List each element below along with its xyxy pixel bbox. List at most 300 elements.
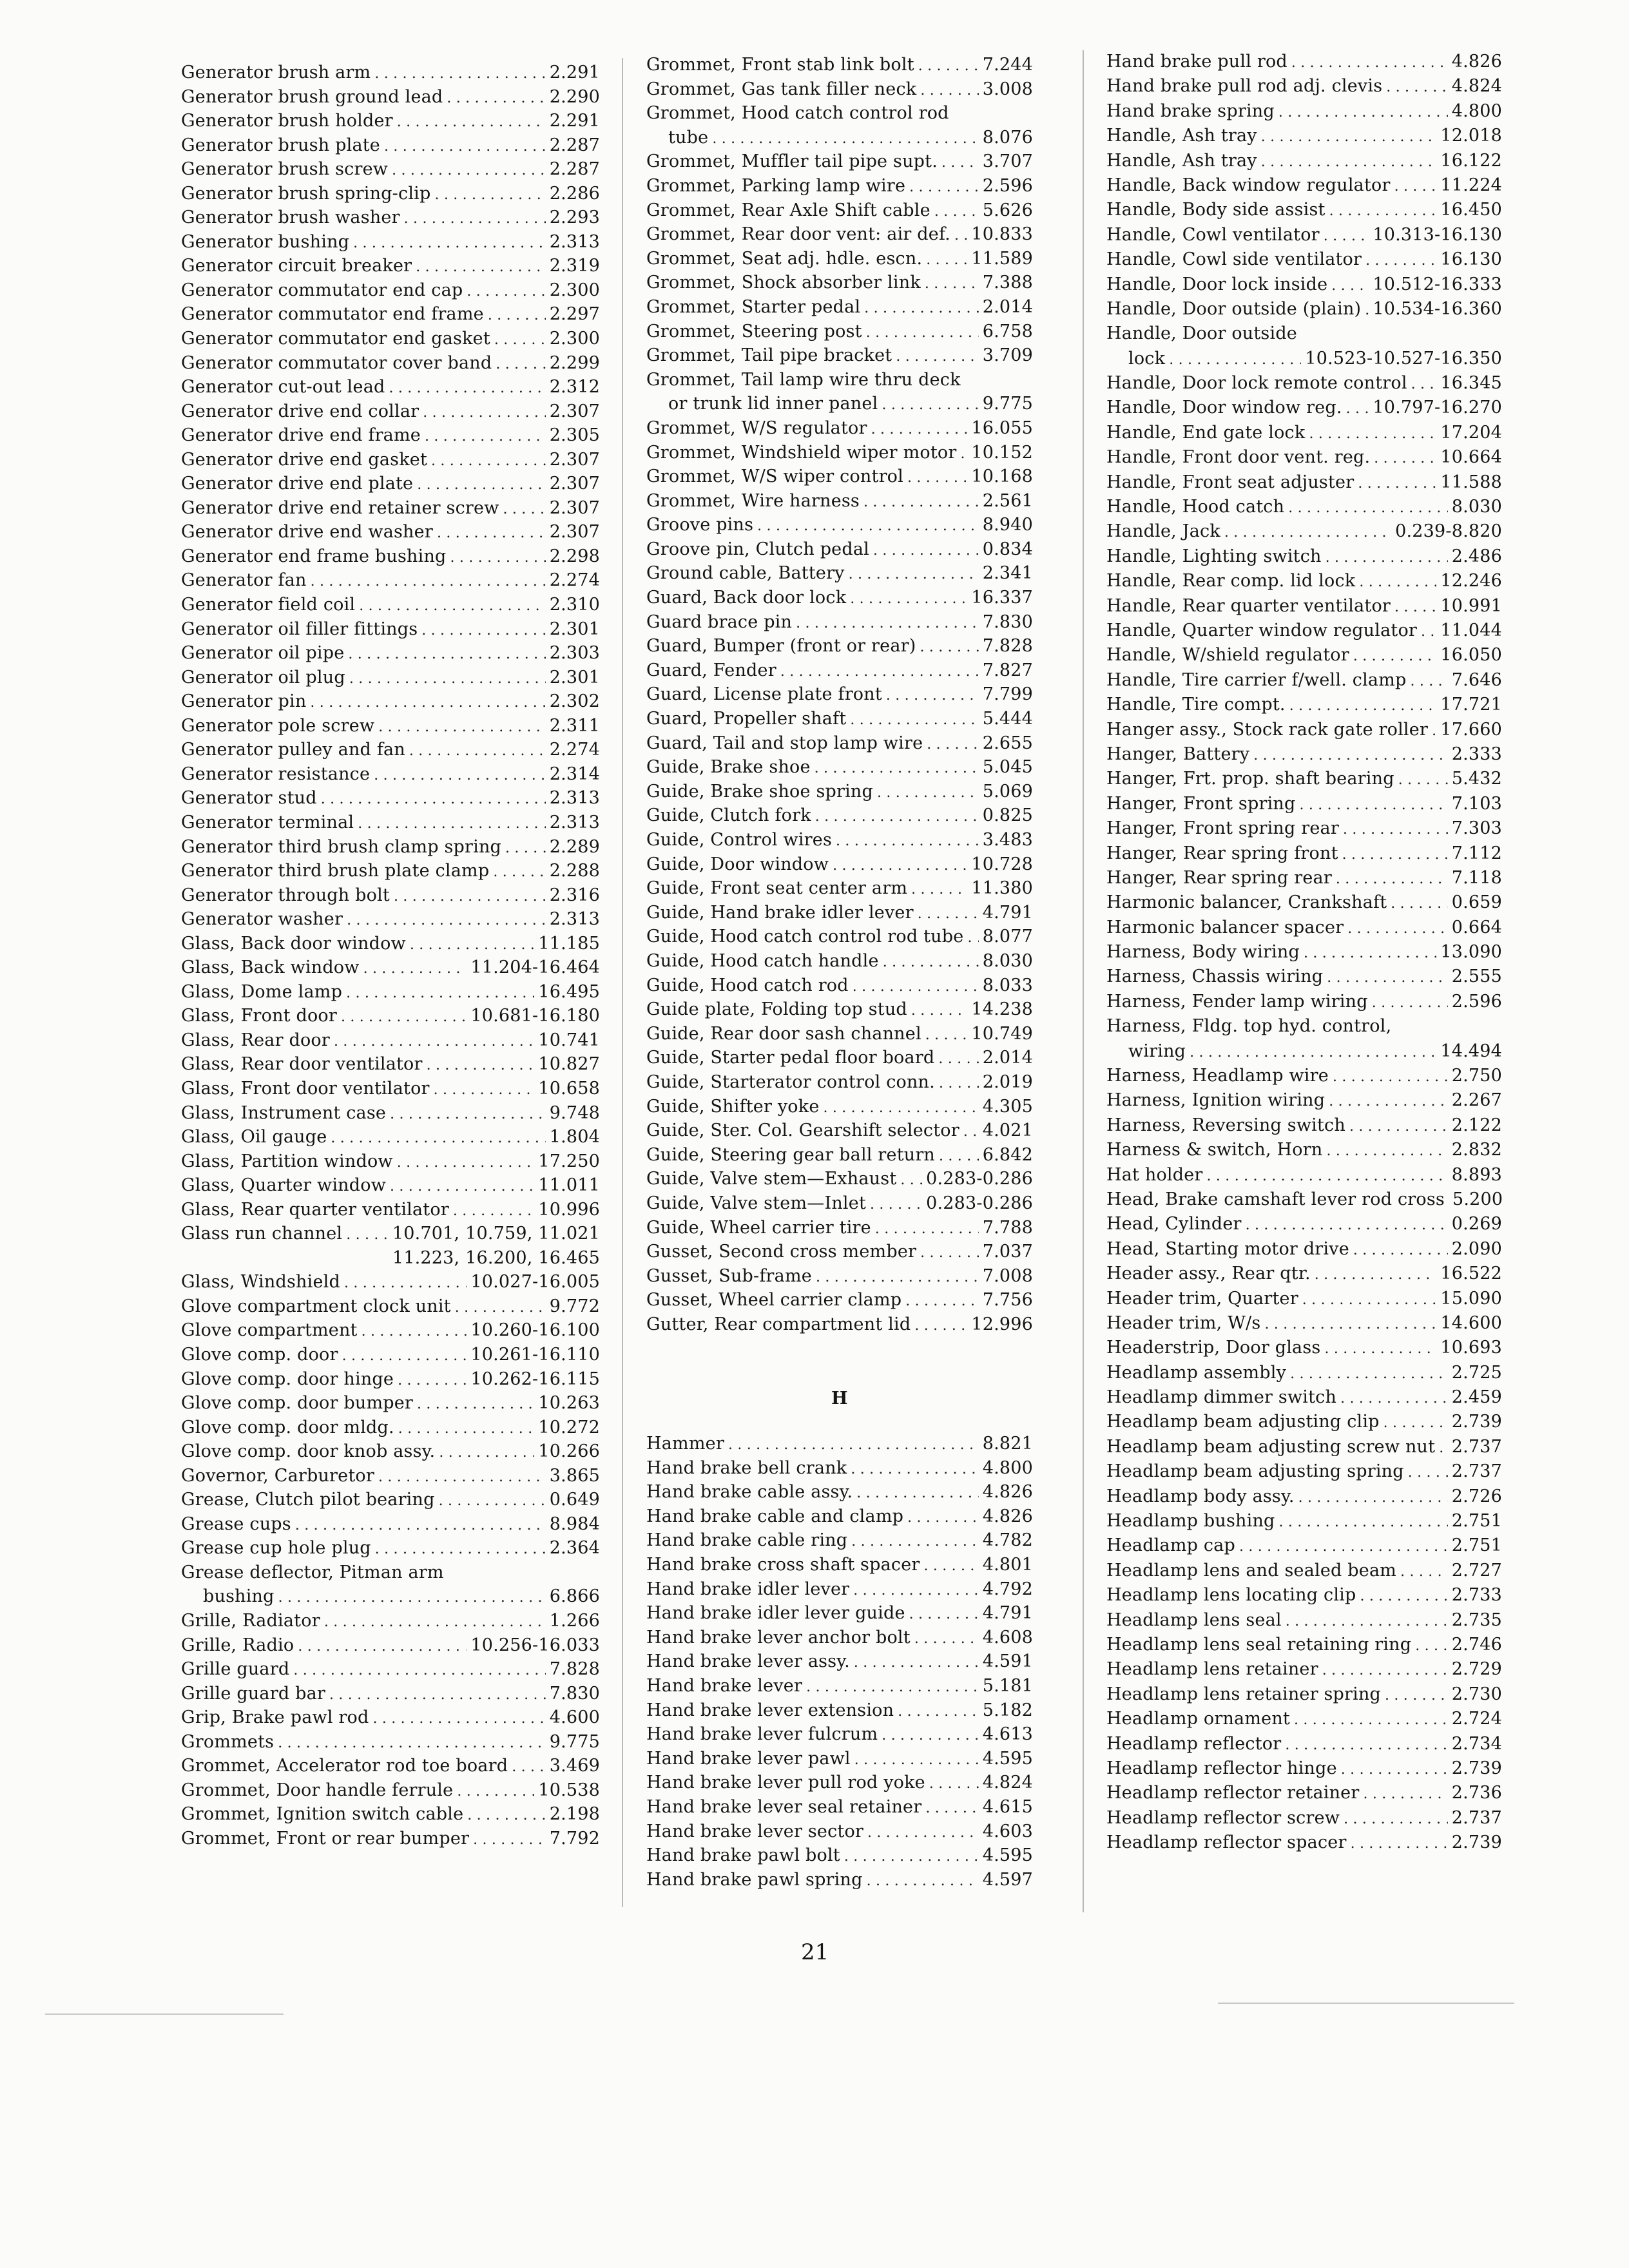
dot-leader — [293, 1658, 545, 1683]
entry-page-ref: 10.313-16.130 — [1373, 224, 1502, 245]
entry-page-ref: 16.495 — [538, 981, 600, 1002]
entry-page-ref: 5.626 — [982, 200, 1033, 220]
entry-page-ref: 0.283-0.286 — [926, 1193, 1033, 1213]
entry-page-ref: 10.523-10.527-16.350 — [1305, 348, 1502, 369]
entry-page-ref: 8.030 — [982, 950, 1033, 971]
entry-name: Generator oil pipe — [181, 643, 345, 664]
entry-page-ref: 16.055 — [971, 418, 1033, 438]
index-entry — [181, 1222, 600, 1246]
entry-page-ref: 14.238 — [971, 999, 1033, 1020]
index-entry — [1106, 1014, 1502, 1039]
entry-page-ref: 4.791 — [982, 902, 1033, 923]
entry-page-ref: 14.494 — [1440, 1041, 1502, 1061]
index-entry — [1106, 594, 1502, 619]
entry-page-ref: 9.775 — [982, 394, 1033, 414]
entry-page-ref: 10.693 — [1440, 1338, 1502, 1358]
dot-leader — [1246, 1213, 1448, 1238]
dot-leader — [1329, 199, 1437, 224]
entry-page-ref: 2.290 — [549, 86, 600, 107]
dot-leader — [384, 135, 546, 159]
dot-leader — [853, 975, 979, 999]
dot-leader — [911, 999, 967, 1023]
entry-name: Grease deflector, Pitman arm — [181, 1562, 444, 1582]
dot-leader — [882, 393, 978, 418]
dot-leader — [1324, 224, 1369, 249]
entry-page-ref: 16.450 — [1440, 200, 1502, 220]
dot-leader — [1207, 1164, 1448, 1189]
index-entry — [1106, 1633, 1502, 1657]
index-entry — [181, 1609, 600, 1633]
dot-leader — [494, 328, 546, 352]
entry-page-ref: 12.018 — [1440, 126, 1502, 146]
entry-name: Hand brake cable ring — [646, 1530, 848, 1551]
entry-name: Grommet, Front stab link bolt — [646, 55, 914, 75]
entry-name: Hand brake lever pawl — [646, 1748, 851, 1769]
dot-leader — [431, 449, 546, 474]
index-entry — [181, 1052, 600, 1077]
index-entry — [646, 755, 1033, 780]
index-entry — [1106, 347, 1502, 371]
dot-leader — [457, 1780, 534, 1804]
index-entry — [646, 1553, 1033, 1577]
entry-page-ref: 10.534-16.360 — [1373, 298, 1502, 319]
column-divider-1 — [622, 58, 623, 1907]
entry-page-ref: 14.600 — [1440, 1312, 1502, 1333]
entry-page-ref: 10.797-16.270 — [1373, 398, 1502, 418]
entry-name: Grease cup hole plug — [181, 1538, 371, 1559]
index-entry — [181, 1730, 600, 1754]
entry-page-ref: 7.244 — [982, 55, 1033, 75]
dot-leader — [1359, 570, 1436, 595]
entry-name: Guide, Hood catch handle — [646, 950, 879, 971]
index-entry — [181, 1706, 600, 1730]
entry-page-ref: 2.739 — [1451, 1412, 1502, 1432]
index-entry — [181, 1778, 600, 1803]
entry-name: Governor, Carburetor — [181, 1465, 374, 1486]
dot-leader — [344, 1271, 467, 1296]
column-divider-2 — [1083, 50, 1084, 1912]
entry-page-ref: 2.301 — [549, 667, 600, 687]
index-entry — [646, 974, 1033, 998]
entry-name: Guard, Propeller shaft — [646, 709, 847, 729]
dot-leader — [836, 829, 979, 854]
entry-page-ref: 10.256-16.033 — [470, 1635, 600, 1655]
index-entry — [181, 617, 600, 642]
entry-name: Harness, Body wiring — [1106, 942, 1300, 963]
entry-page-ref: 0.834 — [982, 539, 1033, 559]
entry-page-ref: 2.734 — [1451, 1733, 1502, 1754]
index-entry — [181, 1125, 600, 1149]
index-entry — [646, 295, 1033, 320]
entry-page-ref: 11.044 — [1440, 620, 1502, 640]
index-entry — [1106, 1682, 1502, 1707]
index-entry — [181, 1077, 600, 1101]
entry-name: Generator oil plug — [181, 667, 345, 687]
index-entry — [1106, 1608, 1502, 1633]
entry-page-ref: 2.310 — [549, 595, 600, 615]
entry-name: Handle, Door outside (plain) — [1106, 298, 1362, 319]
index-entry — [646, 1143, 1033, 1168]
dot-leader — [920, 79, 978, 103]
index-column-2 — [646, 53, 1033, 1336]
index-entry — [1106, 916, 1502, 940]
entry-name: Grommet, Starter pedal — [646, 296, 861, 317]
entry-page-ref: 5.045 — [982, 757, 1033, 778]
entry-name: Headlamp reflector screw — [1106, 1807, 1340, 1828]
index-entry — [1106, 1831, 1502, 1855]
entry-page-ref: 2.736 — [1451, 1783, 1502, 1803]
entry-page-ref: 2.298 — [549, 546, 600, 566]
entry-page-ref: 2.726 — [1451, 1486, 1502, 1506]
entry-name: Hand brake pawl spring — [646, 1869, 863, 1890]
entry-page-ref: 1.804 — [549, 1127, 600, 1148]
entry-page-ref: 13.090 — [1440, 942, 1502, 963]
entry-page-ref: 4.305 — [982, 1096, 1033, 1117]
dot-leader — [1415, 1634, 1447, 1658]
entry-name: Generator fan — [181, 570, 307, 591]
index-entry — [181, 666, 600, 690]
dot-leader — [342, 1344, 467, 1369]
entry-name: Harmonic balancer, Crankshaft — [1106, 892, 1387, 913]
index-entry — [181, 448, 600, 472]
dot-leader — [1411, 372, 1437, 397]
index-entry — [646, 1528, 1033, 1553]
entry-page-ref: 11.589 — [971, 248, 1033, 269]
entry-page-ref: 2.300 — [549, 329, 600, 349]
index-entry — [181, 835, 600, 860]
dot-leader — [374, 764, 546, 788]
entry-name: Generator brush arm — [181, 62, 371, 82]
index-entry — [646, 1312, 1033, 1337]
index-entry — [646, 1167, 1033, 1191]
index-column-1 — [181, 61, 600, 1850]
index-entry — [1106, 841, 1502, 866]
entry-name: Handle, Tire compt. — [1106, 695, 1286, 715]
entry-page-ref: 2.561 — [982, 490, 1033, 511]
index-entry — [181, 1028, 600, 1053]
dot-leader — [918, 54, 979, 79]
dot-leader — [824, 1096, 979, 1120]
dot-leader — [929, 1772, 979, 1796]
index-entry — [1106, 1163, 1502, 1187]
dot-leader — [1386, 75, 1447, 100]
dot-leader — [1336, 867, 1448, 892]
index-entry — [1106, 495, 1502, 519]
dot-leader — [1325, 546, 1448, 570]
dot-leader — [925, 1023, 968, 1048]
dot-leader — [410, 933, 534, 957]
dot-leader — [882, 1724, 978, 1748]
index-entry — [646, 174, 1033, 198]
entry-page-ref: 0.825 — [982, 805, 1033, 826]
entry-name: Guide plate, Folding top stud — [646, 999, 907, 1020]
entry-name: Groove pin, Clutch pedal — [646, 539, 869, 559]
dot-leader — [867, 1821, 979, 1845]
entry-name: Generator third brush plate clamp — [181, 861, 490, 881]
index-entry — [646, 1504, 1033, 1529]
entry-name: Generator brush plate — [181, 135, 380, 155]
index-entry — [181, 544, 600, 569]
index-entry — [181, 1294, 600, 1319]
index-entry — [1106, 1732, 1502, 1756]
entry-name: Glass, Dome lamp — [181, 981, 343, 1002]
entry-page-ref: 7.788 — [982, 1217, 1033, 1238]
entry-page-ref: 5.181 — [982, 1675, 1033, 1696]
index-entry — [1106, 1361, 1502, 1385]
dot-leader — [816, 1265, 979, 1290]
index-entry — [181, 520, 600, 544]
index-entry — [1106, 1657, 1502, 1682]
entry-page-ref: 7.103 — [1451, 793, 1502, 814]
index-entry — [1106, 99, 1502, 124]
index-entry — [1106, 1756, 1502, 1781]
entry-name: Grease cups — [181, 1514, 291, 1534]
entry-name: Glass, Back door window — [181, 933, 406, 954]
index-entry — [1106, 742, 1502, 767]
entry-name: Hammer — [646, 1434, 724, 1454]
entry-page-ref: 0.649 — [549, 1490, 600, 1510]
entry-page-ref: 10.272 — [538, 1417, 600, 1437]
dot-leader — [886, 684, 979, 708]
entry-page-ref: 9.772 — [549, 1296, 600, 1316]
entry-page-ref: 3.709 — [982, 345, 1033, 366]
entry-name: Hand brake bell crank — [646, 1457, 847, 1478]
index-entry — [181, 1101, 600, 1126]
dot-leader — [488, 303, 546, 328]
entry-name: Generator terminal — [181, 812, 354, 832]
entry-page-ref: 10.266 — [538, 1441, 600, 1462]
index-entry — [1106, 1583, 1502, 1608]
entry-name: Grommet, Ignition switch cable — [181, 1804, 464, 1825]
entry-page-ref: 10.027-16.005 — [470, 1272, 600, 1293]
entry-page-ref: 6.758 — [982, 321, 1033, 341]
entry-name: Generator through bolt — [181, 885, 390, 905]
entry-page-ref: 2.303 — [549, 643, 600, 664]
index-entry — [181, 302, 600, 327]
entry-name: Grommets — [181, 1731, 275, 1752]
dot-leader — [877, 781, 979, 805]
index-entry — [1106, 1806, 1502, 1831]
entry-name: Glove compartment — [181, 1320, 358, 1341]
entry-page-ref: 2.267 — [1451, 1090, 1502, 1111]
entry-page-ref: 16.337 — [971, 588, 1033, 608]
index-entry — [1106, 124, 1502, 148]
entry-page-ref: 5.444 — [982, 709, 1033, 729]
entry-name: Generator end frame bushing — [181, 546, 447, 566]
entry-name: Generator pulley and fan — [181, 740, 405, 760]
dot-leader — [295, 1514, 546, 1538]
dot-leader — [409, 739, 546, 764]
entry-name: Head, Brake camshaft lever rod cross — [1106, 1189, 1445, 1209]
entry-name: Grommet, Door handle ferrule — [181, 1780, 454, 1800]
entry-page-ref: 4.615 — [982, 1796, 1033, 1817]
index-entry — [1106, 792, 1502, 816]
dot-leader — [849, 562, 979, 587]
index-entry — [646, 1119, 1033, 1143]
entry-page-ref: 11.588 — [1440, 472, 1502, 492]
entry-page-ref: 10.538 — [538, 1780, 600, 1800]
entry-page-ref: 2.299 — [549, 352, 600, 373]
entry-page-ref: 2.311 — [549, 715, 600, 736]
entry-name: Glass, Front door — [181, 1006, 337, 1026]
index-entry — [1106, 718, 1502, 742]
index-entry — [646, 997, 1033, 1022]
entry-page-ref: 17.250 — [538, 1151, 600, 1171]
entry-name: Generator brush ground lead — [181, 86, 443, 107]
entry-name: Glove comp. door knob assy. — [181, 1441, 436, 1462]
dot-leader — [425, 425, 546, 449]
entry-page-ref: 7.830 — [549, 1683, 600, 1704]
index-entry — [1106, 544, 1502, 569]
entry-page-ref: 2.341 — [982, 563, 1033, 584]
entry-name: Hand brake lever pull rod yoke — [646, 1773, 925, 1793]
dot-leader — [911, 878, 967, 902]
entry-page-ref: 8.940 — [982, 515, 1033, 535]
entry-name: Grille, Radiator — [181, 1611, 320, 1631]
index-entry — [181, 133, 600, 158]
dot-leader — [329, 1683, 546, 1707]
entry-page-ref: 10.701, 10.759, 11.021 — [392, 1224, 600, 1244]
index-entry — [181, 423, 600, 448]
dot-leader — [1304, 941, 1436, 966]
entry-page-ref: 12.246 — [1440, 571, 1502, 591]
index-entry — [646, 658, 1033, 683]
index-entry — [646, 53, 1033, 77]
entry-page-ref: 7.388 — [982, 273, 1033, 293]
entry-name: Generator drive end retainer screw — [181, 497, 499, 518]
dot-leader — [1279, 1510, 1448, 1535]
index-entry — [1106, 1336, 1502, 1360]
entry-name: Hand brake cable and clamp — [646, 1506, 904, 1526]
index-entry — [181, 714, 600, 738]
index-entry — [181, 1561, 600, 1585]
entry-page-ref: 2.596 — [982, 175, 1033, 196]
entry-name: Glass run channel — [181, 1224, 343, 1244]
dot-leader — [907, 466, 967, 490]
entry-name: Handle, Door outside — [1106, 323, 1297, 344]
dot-leader — [867, 1869, 979, 1894]
entry-page-ref: 7.008 — [982, 1265, 1033, 1286]
entry-page-ref: 2.305 — [549, 425, 600, 446]
dot-leader — [1341, 1758, 1448, 1782]
entry-page-ref: 2.733 — [1451, 1585, 1502, 1606]
dot-leader — [341, 1005, 467, 1030]
dot-leader — [864, 296, 978, 321]
index-entry — [646, 101, 1033, 126]
index-entry — [181, 1343, 600, 1367]
entry-name: Guard brace pin — [646, 611, 793, 632]
index-entry — [181, 593, 600, 617]
entry-page-ref: 0.283-0.286 — [926, 1169, 1033, 1189]
dot-leader — [1324, 1337, 1436, 1361]
index-entry — [646, 949, 1033, 974]
entry-page-ref: 7.756 — [982, 1290, 1033, 1311]
entry-name: Hand brake lever seal retainer — [646, 1796, 922, 1817]
entry-name: Grommet, Gas tank filler neck — [646, 79, 917, 99]
entry-name: Handle, Door lock inside — [1106, 274, 1328, 294]
entry-name: Guide, Starterator control conn. — [646, 1072, 935, 1092]
dot-leader — [1299, 793, 1447, 818]
dot-leader — [374, 62, 545, 86]
dot-leader — [348, 642, 545, 667]
entry-page-ref: 10.262-16.115 — [470, 1369, 600, 1389]
dot-leader — [1365, 298, 1369, 323]
entry-page-ref: 2.307 — [549, 497, 600, 518]
entry-page-ref: 3.483 — [982, 830, 1033, 850]
dot-leader — [844, 1845, 979, 1869]
index-entry — [646, 925, 1033, 949]
entry-page-ref: 2.307 — [549, 449, 600, 470]
index-entry — [1106, 1509, 1502, 1533]
entry-name: Headlamp lens seal — [1106, 1610, 1282, 1630]
entry-name: Headlamp body assy. — [1106, 1486, 1295, 1506]
dot-leader — [361, 1320, 467, 1344]
index-entry — [1106, 519, 1502, 544]
entry-name: Hanger, Rear spring rear — [1106, 867, 1332, 888]
entry-name: Guide, Brake shoe spring — [646, 781, 874, 802]
entry-name: Gusset, Wheel carrier clamp — [646, 1290, 902, 1311]
entry-name: Grille guard bar — [181, 1683, 325, 1704]
entry-name: Generator pin — [181, 691, 307, 712]
entry-name: Hanger assy., Stock rack gate roller — [1106, 719, 1429, 740]
dot-leader — [871, 418, 968, 442]
entry-page-ref: 10.728 — [971, 854, 1033, 874]
index-entry — [181, 786, 600, 811]
dot-leader — [896, 345, 978, 369]
dot-leader — [1286, 1610, 1448, 1634]
entry-page-ref: 17.721 — [1440, 695, 1502, 715]
entry-page-ref: 2.291 — [549, 111, 600, 131]
entry-name: Generator brush screw — [181, 159, 389, 180]
entry-name: or trunk lid inner panel — [668, 394, 878, 414]
entry-name: Guide, Valve stem—Inlet — [646, 1193, 866, 1213]
index-entry — [181, 738, 600, 762]
entry-page-ref: 3.008 — [982, 79, 1033, 99]
entry-name: Guide, Wheel carrier tire — [646, 1217, 871, 1238]
dot-leader — [311, 570, 546, 594]
dot-leader — [1327, 966, 1447, 990]
index-entry — [1106, 421, 1502, 445]
index-entry — [646, 392, 1033, 416]
entry-page-ref: 10.658 — [538, 1078, 600, 1099]
dot-leader — [455, 1296, 546, 1320]
dot-leader — [394, 885, 546, 909]
dot-leader — [417, 1392, 534, 1417]
dot-leader — [939, 1144, 979, 1169]
index-entry — [181, 1802, 600, 1827]
dot-leader — [1291, 51, 1448, 75]
entry-page-ref: 2.746 — [1451, 1635, 1502, 1655]
entry-page-ref: 6.842 — [982, 1144, 1033, 1165]
index-entry — [1106, 1410, 1502, 1434]
entry-page-ref: 4.824 — [1451, 76, 1502, 97]
entry-page-ref: 2.314 — [549, 764, 600, 784]
entry-name: Headlamp dimmer switch — [1106, 1387, 1337, 1408]
entry-page-ref: 2.724 — [1451, 1709, 1502, 1729]
dot-leader — [423, 401, 545, 425]
entry-name: Grommet, Tail pipe bracket — [646, 345, 892, 366]
entry-page-ref: 4.801 — [982, 1554, 1033, 1575]
entry-page-ref: 10.681-16.180 — [470, 1006, 600, 1026]
entry-page-ref: 5.182 — [982, 1700, 1033, 1720]
entry-name: Grommet, W/S wiper control — [646, 466, 903, 487]
index-entry — [646, 1626, 1033, 1650]
entry-page-ref: 10.152 — [971, 442, 1033, 463]
index-entry — [181, 1584, 600, 1609]
entry-name: Generator pole screw — [181, 715, 375, 736]
index-entry — [1106, 1435, 1502, 1459]
entry-name: Hand brake cross shaft spacer — [646, 1554, 920, 1575]
